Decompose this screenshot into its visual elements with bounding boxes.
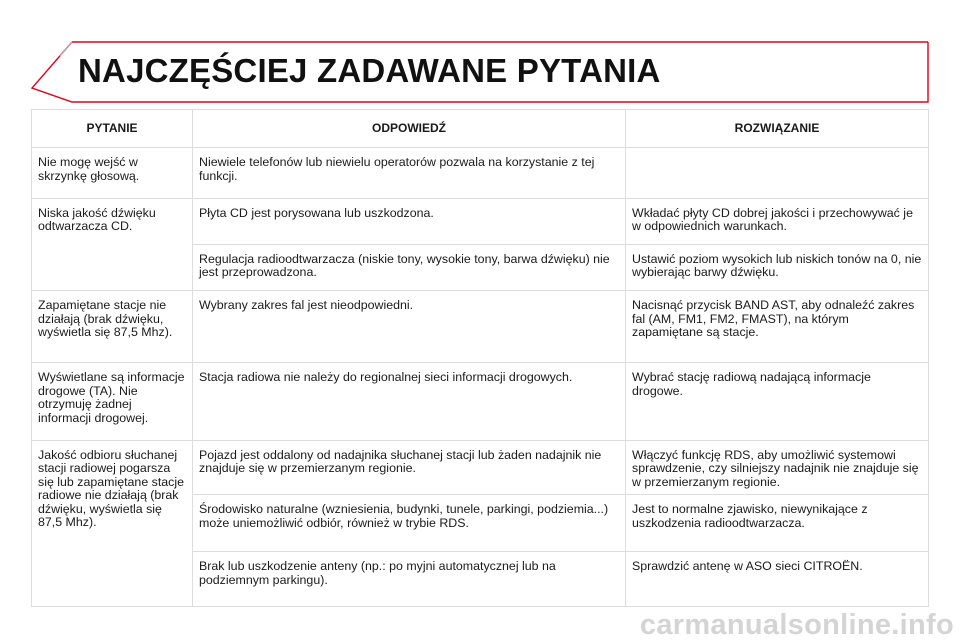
answer-cell: Brak lub uszkodzenie anteny (np.: po myjni automatycznej lub na podziemnym parkingu).	[193, 552, 626, 607]
table-header-row	[32, 110, 929, 148]
solution-cell: Włączyć funkcję RDS, aby umożliwić systemowi sprawdzenie, czy silniejszy nadajnik nie znajduje się w przemierzanym regionie.	[626, 440, 929, 494]
solution-cell: Wybrać stację radiową nadającą informacje drogowe.	[626, 363, 929, 440]
watermark-text: carmanualsonline.info	[639, 609, 954, 640]
question-cell: Nie mogę wejść w skrzynkę głosową.	[32, 148, 193, 199]
table-row	[32, 440, 929, 494]
answer-cell: Płyta CD jest porysowana lub uszkodzona.	[193, 198, 626, 244]
solution-cell: Nacisnąć przycisk BAND AST, aby odnaleźć zakres fal (AM, FM1, FM2, FMAST), na którym zapamiętane są stacje.	[626, 291, 929, 363]
answer-cell: Regulacja radioodtwarzacza (niskie tony, wysokie tony, barwa dźwięku) nie jest przeprowadzona.	[193, 244, 626, 291]
header-banner	[0, 0, 960, 110]
header-solution: ROZWIĄZANIE	[626, 110, 929, 148]
answer-cell: Środowisko naturalne (wzniesienia, budynki, tunele, parkingi, podziemia...) może uniemożliwić odbiór, również w trybie RDS.	[193, 495, 626, 552]
solution-cell: Ustawić poziom wysokich lub niskich tonów na 0, nie wybierając barwy dźwięku.	[626, 244, 929, 291]
header-question: PYTANIE	[32, 110, 193, 148]
solution-cell: Wkładać płyty CD dobrej jakości i przechowywać je w odpowiednich warunkach.	[626, 198, 929, 244]
question-cell: Jakość odbioru słuchanej stacji radiowej pogarsza się lub zapamiętane stacje radiowe nie działają (brak dźwięku, wyświetla się 87,5 Mhz).	[32, 440, 193, 606]
table-row	[32, 148, 929, 199]
answer-cell: Pojazd jest oddalony od nadajnika słuchanej stacji lub żaden nadajnik nie znajduje się w przemierzanym regionie.	[193, 440, 626, 494]
answer-cell: Wybrany zakres fal jest nieodpowiedni.	[193, 291, 626, 363]
header-answer: ODPOWIEDŹ	[193, 110, 626, 148]
answer-cell: Niewiele telefonów lub niewielu operatorów pozwala na korzystanie z tej funkcji.	[193, 148, 626, 199]
page-title: NAJCZĘŚCIEJ ZADAWANE PYTANIA	[78, 52, 661, 89]
answer-cell: Stacja radiowa nie należy do regionalnej sieci informacji drogowych.	[193, 363, 626, 440]
solution-cell	[626, 148, 929, 199]
faq-table	[31, 109, 929, 607]
solution-cell: Jest to normalne zjawisko, niewynikające z uszkodzenia radioodtwarzacza.	[626, 495, 929, 552]
question-cell: Wyświetlane są informacje drogowe (TA). Nie otrzymuję żadnej informacji drogowej.	[32, 363, 193, 440]
question-cell: Zapamiętane stacje nie działają (brak dźwięku, wyświetla się 87,5 Mhz).	[32, 291, 193, 363]
solution-cell: Sprawdzić antenę w ASO sieci CITROËN.	[626, 552, 929, 607]
table-row	[32, 363, 929, 440]
question-cell: Niska jakość dźwięku odtwarzacza CD.	[32, 198, 193, 290]
table-row	[32, 198, 929, 244]
table-row	[32, 291, 929, 363]
